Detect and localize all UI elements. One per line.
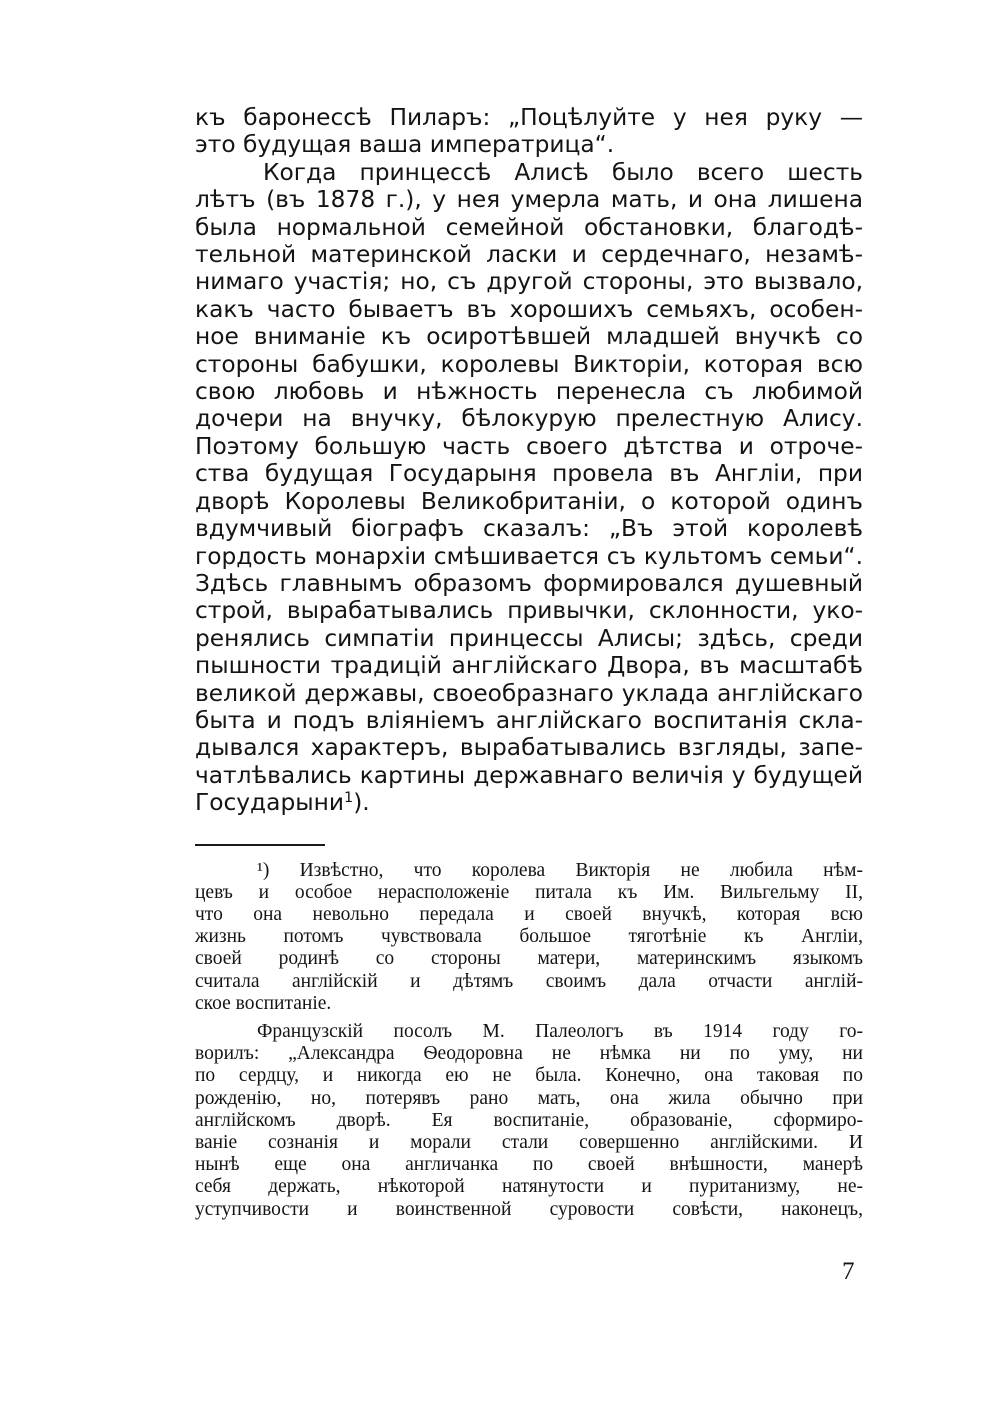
text-line: дворѣ Королевы Великобританіи, о которой одинъ <box>195 487 863 515</box>
text-line: быта и подъ вліяніемъ англійскаго воспитанія скла- <box>195 706 863 734</box>
text-line: дывался характеръ, вырабатывались взгляды, запе- <box>195 734 863 762</box>
footnote-line: нынѣ еще она англичанка по своей внѣшности, манерѣ <box>195 1154 863 1176</box>
text-line: это будущая ваша императрица“. <box>195 131 615 159</box>
text-line: какъ часто бываетъ въ хорошихъ семьяхъ, особен- <box>195 295 863 323</box>
footnote-line: цевъ и особое нерасположеніе питала къ Им. Вильгельму II, <box>195 881 863 903</box>
footnote-line: Французскій посолъ М. Палеологъ въ 1914 году го- <box>257 1020 863 1042</box>
footnote-line: рожденію, но, потерявъ рано мать, она жила обычно при <box>195 1087 863 1109</box>
footnote-line: своей родинѣ со стороны матери, материнскимъ языкомъ <box>195 948 863 970</box>
footnote-2 <box>195 1021 863 1221</box>
final-word: Государыни <box>195 789 344 817</box>
text-line: гордость монархіи смѣшивается съ культомъ семьи“. <box>195 542 863 570</box>
footnote-reference: 1 <box>344 790 354 807</box>
text-line: лѣтъ (въ 1878 г.), у нея умерла мать, и она лишена <box>195 186 863 214</box>
text-line: Поэтому большую часть своего дѣтства и отроче- <box>195 432 863 460</box>
text-line: Когда принцессѣ Алисѣ было всего шесть <box>263 158 863 186</box>
footnote-line: что она невольно передала и своей внучкѣ, которая всю <box>195 903 863 925</box>
final-punctuation: ). <box>353 789 370 817</box>
footnote-line: считала англійскій и дѣтямъ своимъ дала отчасти англій- <box>195 970 863 992</box>
text-line: чатлѣвались картины державнаго величія у будущей <box>195 761 863 789</box>
footnote-line: уступчивости и воинственной суровости совѣсти, наконецъ, <box>195 1198 863 1220</box>
footnote-line: ворилъ: „Александра Ѳеодоровна не нѣмка ни по уму, ни <box>195 1043 863 1065</box>
footnote-line: жизнь потомъ чувствовала большое тяготѣніе къ Англіи, <box>195 926 863 948</box>
text-line: стороны бабушки, королевы Викторіи, которая всю <box>195 350 863 378</box>
text-line: вдумчивый біографъ сказалъ: „Въ этой королевѣ <box>195 515 863 543</box>
text-line: тельной материнской ласки и сердечнаго, незамѣ- <box>195 241 863 269</box>
text-line: пышности традицій англійскаго Двора, въ масштабѣ <box>195 652 863 680</box>
text-line: ное вниманіе къ осиротѣвшей младшей внучкѣ со <box>195 323 863 351</box>
text-line: ства будущая Государыня провела въ Англіи, при <box>195 460 863 488</box>
text-line: ренялись симпатіи принцессы Алисы; здѣсь, среди <box>195 624 863 652</box>
text-line-final <box>195 789 863 816</box>
text-line: великой державы, своеобразнаго уклада англійскаго <box>195 679 863 707</box>
text-line: къ баронессѣ Пиларъ: „Поцѣлуйте у нея руку — <box>195 104 863 131</box>
text-line: дочери на внучку, бѣлокурую прелестную Алису. <box>195 405 863 433</box>
text-line: была нормальной семейной обстановки, благодѣ- <box>195 213 863 241</box>
footnote-line: ское воспитаніе. <box>195 992 332 1014</box>
text-line: Здѣсь главнымъ образомъ формировался душевный <box>195 569 863 597</box>
page-number: 7 <box>842 1258 855 1285</box>
main-text <box>195 104 863 817</box>
footnote-line: по сердцу, и никогда ею не была. Конечно, она таковая по <box>195 1065 863 1087</box>
footnote-divider <box>195 844 325 846</box>
footnote-1 <box>195 860 863 1015</box>
footnote-line: ¹) Извѣстно, что королева Викторія не любила нѣм- <box>257 859 863 881</box>
footnote-line: ваніе сознанія и морали стали совершенно англійскими. И <box>195 1132 863 1153</box>
text-line: строй, вырабатывались привычки, склонности, уко- <box>195 597 863 625</box>
footnote-line: англійскомъ дворѣ. Ея воспитаніе, образованіе, сформиро- <box>195 1109 863 1131</box>
page-body <box>195 104 863 1221</box>
text-line: свою любовь и нѣжность перенесла съ любимой <box>195 378 863 406</box>
footnote-line: себя держать, нѣкоторой натянутости и пуританизму, не- <box>195 1176 863 1198</box>
text-line: нимаго участія; но, съ другой стороны, это вызвало, <box>195 268 863 296</box>
